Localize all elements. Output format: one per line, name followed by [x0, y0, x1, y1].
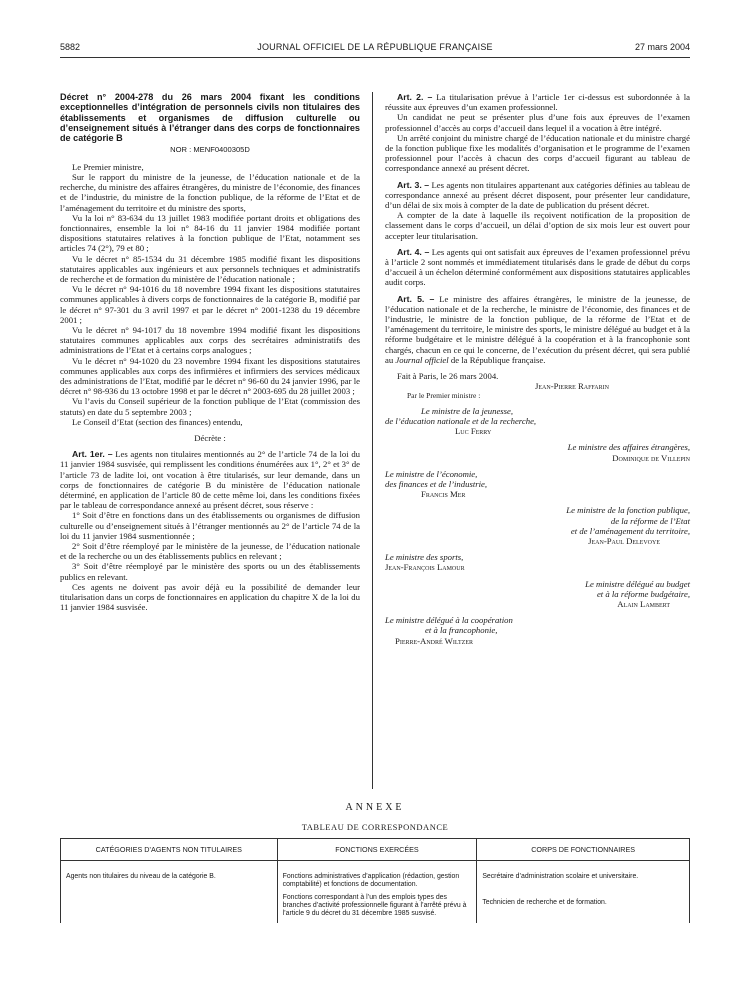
table-cell — [61, 861, 278, 924]
correspondence-table — [60, 838, 690, 923]
article-2-paragraph: Un arrêté conjoint du ministre chargé de l’éducation nationale et du ministre chargé de la fonction publique fixe les modalités d’organisation et le programme de l’examen professionnel pour l’accès à chacun des corps d’accueil figurant au tableau de correspondance annexé au présent décret. — [385, 132, 690, 174]
left-column — [60, 92, 360, 612]
intro-paragraph: Le Conseil d’Etat (section des finances) entendu, — [72, 416, 243, 427]
table-cell — [277, 861, 477, 924]
intro-paragraph: Vu l’avis du Conseil supérieur de la fonction publique de l’Etat (commission des statuts) en date du 5 septembre 2003 ; — [60, 396, 360, 417]
signature-7-title: Le ministre délégué à la coopération — [385, 615, 513, 626]
intro-paragraph: Vu le décret n° 85-1534 du 31 décembre 1985 modifié fixant les dispositions statutaires applicables aux ingénieurs et aux personnels techniques et administratifs de recherche et de formation du ministère de l’éducation nationale ; — [60, 253, 360, 284]
article-1-item: 1° Soit d’être en fonctions dans un des établissements ou organismes de diffusion culturelle ou d’enseignement situés à l’étranger mentionnés au 2° de l’article 74 de la loi du 11 janvier 1984 susmentionnée ; — [60, 510, 360, 541]
signature-7-title: et à la francophonie, — [425, 625, 498, 636]
intro-paragraph: Vu la loi n° 83-634 du 13 juillet 1983 modifiée portant droits et obligations des fonctionnaires, ensemble la loi n° 84-16 du 11 janvier 1984 modifiée portant dispositions statutaires relatives à la fonction publique de l’Etat, notamment ses articles 74 (2°), 79 et 80 ; — [60, 212, 360, 254]
article-2-label: Art. 2. – — [397, 92, 433, 102]
signature-7-name: Pierre-André Wiltzer — [395, 635, 473, 646]
article-1 — [60, 449, 360, 510]
article-3-paragraph: A compter de la date à laquelle ils reçoivent notification de la proposition de classement dans le corps d’accueil, un délai d’option de six mois leur est ouvert pour accepter leur titularisation. — [385, 210, 690, 241]
column-divider — [372, 92, 373, 789]
table-title: TABLEAU DE CORRESPONDANCE — [301, 822, 449, 832]
category-cell: Agents non titulaires du niveau de la catégorie B. — [66, 873, 216, 880]
signature-4-name: Jean-Paul Delevoye — [588, 535, 660, 546]
signature-3-name: Francis Mer — [421, 489, 466, 500]
signature-1-title: Le ministre de la jeunesse, — [421, 405, 514, 416]
signature-2-name: Dominique de Villepin — [612, 452, 690, 463]
article-2-paragraph: Un candidat ne peut se présenter plus d’une fois aux épreuves de l’examen professionnel d’accès au corps d’accueil dans lequel il a vocation à être intégré. — [385, 112, 690, 133]
article-3-label: Art. 3. – — [397, 179, 430, 190]
intro-paragraph: Le Premier ministre, — [72, 161, 144, 172]
page-number: 5882 — [60, 42, 81, 52]
by-prime-minister: Par le Premier ministre : — [407, 391, 481, 401]
signature-1-title: de l’éducation nationale et de la recherche, — [385, 415, 537, 426]
signature-3-title: des finances et de l’industrie, — [385, 478, 488, 489]
signature-2-title: Le ministre des affaires étrangères, — [567, 442, 690, 453]
corps-cell: Secrétaire d’administration scolaire et universitaire. — [482, 873, 639, 880]
article-1-item: Ces agents ne doivent pas avoir déjà eu la possibilité de demander leur titularisation dans un corps de fonctionnaires en application du chapitre X de la loi du 11 janvier 1984 susvisée. — [60, 581, 360, 613]
article-5-journal: Journal officiel — [395, 354, 449, 365]
function-cell: Fonctions correspondant à l’un des emplois types des branches d’activité professionnelle figurant à l’arrêté prévu à l’article 9 du décret du 31 décembre 1985 susvisé. — [282, 894, 467, 917]
article-1-label: Art. 1er. – — [72, 449, 113, 460]
journal-title: JOURNAL OFFICIEL DE LA RÉPUBLIQUE FRANÇAISE — [257, 42, 493, 52]
article-2 — [385, 92, 690, 112]
annexe-heading: ANNEXE — [345, 802, 405, 813]
signature-3-title: Le ministre de l’économie, — [385, 468, 478, 479]
article-2-text: La titularisation prévue à l’article 1er ci-dessus est subordonnée à la réussite aux épreuves d’un examen professionnel. — [385, 92, 690, 113]
article-3 — [385, 180, 690, 211]
table-header-row — [61, 839, 690, 861]
intro-paragraph: Sur le rapport du ministre de la jeunesse, de l’éducation nationale et de la recherche, du ministre des affaires étrangères, du ministre de l’économie, des finances et de l’industrie, du ministre de la fonction publique, de la réforme de l’Etat et de l’aménagement du territoire et du ministre des sports, — [60, 171, 360, 213]
corps-cell: Technicien de recherche et de formation. — [482, 899, 607, 906]
signature-6-name: Alain Lambert — [617, 598, 670, 609]
issue-date: 27 mars 2004 — [634, 42, 690, 52]
article-1-item: 2° Soit d’être réemployé par le ministère de la jeunesse, de l’éducation nationale et de la recherche ou un des établissements publics en relevant ; — [60, 541, 360, 562]
signature-6-title: et à la réforme budgétaire, — [596, 588, 690, 599]
article-5-text: Le ministre des affaires étrangères, le ministre de la jeunesse, de l’éducation nationale et de la recherche, le ministre de l’économie, des finances et de l’industrie, le ministre de la fonction publique, de la réforme de l’Etat et de l’aménagement du territoire, le ministre des sports, le ministre délégué au budget et à la réforme budgétaire et le ministre délégué à la coopération et à la francophonie sont chargés, chacun en ce qui le concerne, de l’exécution du présent décret, qui sera publié au — [385, 293, 690, 365]
signature-5-title: Le ministre des sports, — [385, 552, 464, 563]
article-4-label: Art. 4. – — [397, 246, 430, 257]
function-cell: Fonctions administratives d’application (rédaction, gestion comptabilité) et fonctions de documentation. — [282, 873, 460, 888]
intro-paragraph: Vu le décret n° 94-1020 du 23 novembre 1994 fixant les dispositions statutaires communes applicables aux corps des infirmières et infirmiers des services médicaux des administrations de l’Etat, modifié par le décret n° 96-60 du 24 janvier 1996, par le décret n° 98-936 du 13 octobre 1998 et par le décret n° 2003-695 du 28 juillet 2003 ; — [60, 355, 360, 397]
signature-5-name: Jean-François Lamour — [385, 562, 465, 573]
signature-4-title: et de l’aménagement du territoire, — [570, 525, 690, 536]
article-1-item: 3° Soit d’être réemployé par le ministère des sports ou un des établissements publics en relevant. — [60, 561, 360, 582]
done-at: Fait à Paris, le 26 mars 2004. — [397, 371, 499, 382]
nor-reference: NOR : MENF0400305D — [170, 145, 250, 155]
table-cell — [477, 861, 690, 924]
signature-1-name: Luc Ferry — [455, 426, 492, 437]
right-column — [385, 92, 690, 646]
header-rule — [60, 57, 690, 58]
decree-title: Décret n° 2004-278 du 26 mars 2004 fixant les conditions exceptionnelles d’intégration de personnels civils non titulaires des établissements et organismes de diffusion culturelle ou d’enseignement situés à l’étranger dans des corps de fonctionnaires de catégorie B — [60, 92, 360, 144]
column-header: FONCTIONS EXERCÉES — [277, 839, 477, 861]
column-header: CORPS DE FONCTIONNAIRES — [477, 839, 690, 861]
article-4-text: Les agents qui ont satisfait aux épreuves de l’examen professionnel prévu à l’article 2 sont nommés et immédiatement titularisés dans le grade de début du corps d’accueil à un échelon déterminé conformément aux dispositions statutaires applicables audit corps. — [385, 246, 691, 288]
signature-4-title: Le ministre de la fonction publique, — [566, 505, 690, 516]
signature-4-title: de la réforme de l’Etat — [610, 515, 690, 526]
signatory-name: Jean-Pierre Raffarin — [535, 381, 609, 392]
article-1-text: Les agents non titulaires mentionnés au 2° de l’article 74 de la loi du 11 janvier 1984 susvisée, qui remplissent les conditions énumérées aux 1°, 2° et 3° de l’article 73 de ladite loi, ont vocation à être titularisés, sur leur demande, dans un corps de fonctionnaires de catégorie B du ministère de l’éducation nationale déterminé, en application de l’article 80 de cette même loi, dans les conditions fixées par le tableau de correspondance annexé au présent décret, sous réserve : — [60, 449, 361, 511]
column-header: CATÉGORIES D’AGENTS NON TITULAIRES — [61, 839, 278, 861]
article-5-label: Art. 5. – — [397, 293, 435, 304]
table-row — [61, 861, 690, 924]
intro-paragraph: Vu le décret n° 94-1017 du 18 novembre 1994 modifié fixant les dispositions statutaires communes applicables aux corps des secrétaires administratifs des administrations de l’Etat et à certains corps analogues ; — [60, 324, 360, 356]
article-5 — [385, 294, 690, 365]
decrete-heading: Décrète : — [194, 432, 226, 443]
article-4 — [385, 247, 690, 288]
intro-paragraph: Vu le décret n° 94-1016 du 18 novembre 1994 fixant les dispositions statutaires communes applicables à divers corps de fonctionnaires de la catégorie B, modifié par le décret n° 97-301 du 3 avril 1997 et par le décret n° 2001-1238 du 19 décembre 2001 ; — [60, 284, 360, 325]
article-3-text: Les agents non titulaires appartenant aux catégories définies au tableau de correspondance annexé au présent décret disposent, pour présenter leur candidature, d’un délai de six mois à compter de la date de publication du présent décret. — [385, 179, 690, 211]
page-header — [60, 42, 690, 56]
signature-6-title: Le ministre délégué au budget — [585, 578, 690, 589]
article-5-text-end: de la République française. — [450, 354, 546, 365]
